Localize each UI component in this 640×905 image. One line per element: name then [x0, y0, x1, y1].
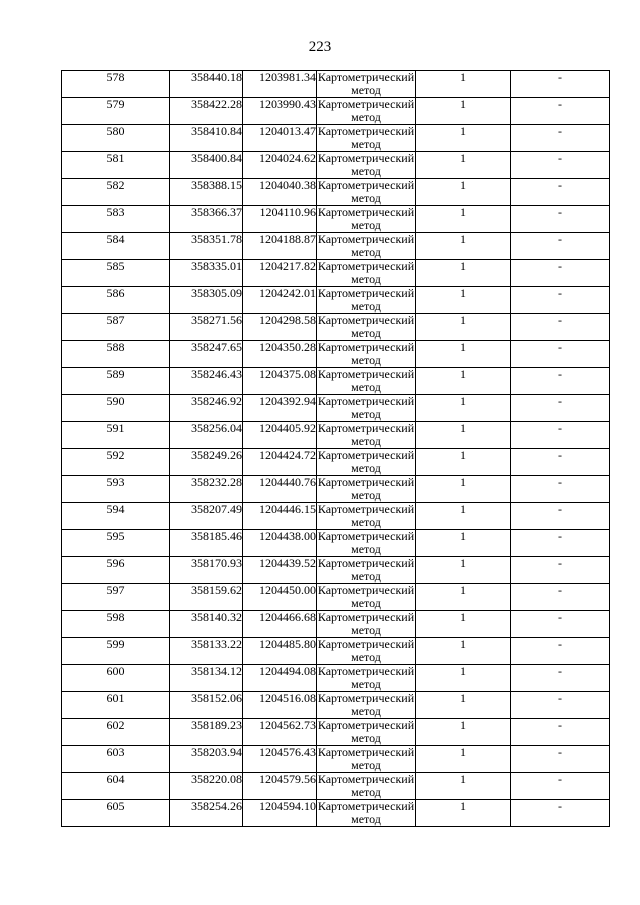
- y-coordinate-cell: 1204516.08: [243, 692, 317, 719]
- note-cell: -: [511, 287, 610, 314]
- method-cell: [317, 746, 416, 773]
- method-text: Картометрический метод: [317, 476, 415, 502]
- point-number-cell: 598: [62, 611, 170, 638]
- table-row: [62, 449, 610, 476]
- x-coordinate-cell: 358440.18: [170, 71, 243, 98]
- table-row: [62, 287, 610, 314]
- table-row: [62, 665, 610, 692]
- note-cell: -: [511, 530, 610, 557]
- method-text: Картометрический метод: [317, 260, 415, 286]
- accuracy-cell: 1: [416, 260, 511, 287]
- point-number-cell: 599: [62, 638, 170, 665]
- table-row: [62, 773, 610, 800]
- point-number-cell: 590: [62, 395, 170, 422]
- accuracy-cell: 1: [416, 611, 511, 638]
- point-number-cell: 585: [62, 260, 170, 287]
- accuracy-cell: 1: [416, 638, 511, 665]
- y-coordinate-cell: 1204439.52: [243, 557, 317, 584]
- accuracy-cell: 1: [416, 476, 511, 503]
- method-text: Картометрический метод: [317, 368, 415, 394]
- x-coordinate-cell: 358232.28: [170, 476, 243, 503]
- method-text: Картометрический метод: [317, 773, 415, 799]
- table-row: [62, 692, 610, 719]
- x-coordinate-cell: 358220.08: [170, 773, 243, 800]
- method-text: Картометрический метод: [317, 800, 415, 826]
- y-coordinate-cell: 1204217.82: [243, 260, 317, 287]
- table-row: [62, 638, 610, 665]
- coordinates-table-body: [62, 71, 610, 827]
- note-cell: -: [511, 638, 610, 665]
- point-number-cell: 589: [62, 368, 170, 395]
- method-cell: [317, 503, 416, 530]
- note-cell: -: [511, 665, 610, 692]
- note-cell: -: [511, 179, 610, 206]
- coordinates-table: [61, 70, 610, 827]
- method-text: Картометрический метод: [317, 314, 415, 340]
- x-coordinate-cell: 358388.15: [170, 179, 243, 206]
- accuracy-cell: 1: [416, 125, 511, 152]
- y-coordinate-cell: 1204392.94: [243, 395, 317, 422]
- note-cell: -: [511, 584, 610, 611]
- accuracy-cell: 1: [416, 179, 511, 206]
- point-number-cell: 601: [62, 692, 170, 719]
- table-row: [62, 584, 610, 611]
- method-cell: [317, 260, 416, 287]
- method-cell: [317, 233, 416, 260]
- accuracy-cell: 1: [416, 395, 511, 422]
- point-number-cell: 604: [62, 773, 170, 800]
- point-number-cell: 591: [62, 422, 170, 449]
- method-text: Картометрический метод: [317, 503, 415, 529]
- accuracy-cell: 1: [416, 719, 511, 746]
- point-number-cell: 580: [62, 125, 170, 152]
- method-text: Картометрический метод: [317, 449, 415, 475]
- accuracy-cell: 1: [416, 314, 511, 341]
- method-cell: [317, 125, 416, 152]
- accuracy-cell: 1: [416, 206, 511, 233]
- table-row: [62, 71, 610, 98]
- accuracy-cell: 1: [416, 233, 511, 260]
- accuracy-cell: 1: [416, 98, 511, 125]
- y-coordinate-cell: 1204450.00: [243, 584, 317, 611]
- method-text: Картометрический метод: [317, 125, 415, 151]
- x-coordinate-cell: 358189.23: [170, 719, 243, 746]
- note-cell: -: [511, 125, 610, 152]
- x-coordinate-cell: 358410.84: [170, 125, 243, 152]
- x-coordinate-cell: 358335.01: [170, 260, 243, 287]
- x-coordinate-cell: 358249.26: [170, 449, 243, 476]
- method-text: Картометрический метод: [317, 584, 415, 610]
- note-cell: -: [511, 395, 610, 422]
- method-cell: [317, 98, 416, 125]
- y-coordinate-cell: 1204298.58: [243, 314, 317, 341]
- method-cell: [317, 368, 416, 395]
- table-row: [62, 800, 610, 827]
- x-coordinate-cell: 358366.37: [170, 206, 243, 233]
- point-number-cell: 579: [62, 98, 170, 125]
- y-coordinate-cell: 1203981.34: [243, 71, 317, 98]
- y-coordinate-cell: 1204375.08: [243, 368, 317, 395]
- x-coordinate-cell: 358246.92: [170, 395, 243, 422]
- y-coordinate-cell: 1204440.76: [243, 476, 317, 503]
- method-cell: [317, 773, 416, 800]
- point-number-cell: 597: [62, 584, 170, 611]
- table-row: [62, 422, 610, 449]
- point-number-cell: 586: [62, 287, 170, 314]
- table-row: [62, 314, 610, 341]
- method-text: Картометрический метод: [317, 746, 415, 772]
- note-cell: -: [511, 368, 610, 395]
- page-number: 223: [308, 39, 332, 55]
- y-coordinate-cell: 1204405.92: [243, 422, 317, 449]
- method-cell: [317, 179, 416, 206]
- point-number-cell: 600: [62, 665, 170, 692]
- method-cell: [317, 341, 416, 368]
- point-number-cell: 596: [62, 557, 170, 584]
- point-number-cell: 588: [62, 341, 170, 368]
- method-text: Картометрический метод: [317, 395, 415, 421]
- y-coordinate-cell: 1204424.72: [243, 449, 317, 476]
- note-cell: -: [511, 206, 610, 233]
- method-text: Картометрический метод: [317, 719, 415, 745]
- accuracy-cell: 1: [416, 584, 511, 611]
- method-cell: [317, 287, 416, 314]
- table-row: [62, 611, 610, 638]
- y-coordinate-cell: 1204242.01: [243, 287, 317, 314]
- note-cell: -: [511, 98, 610, 125]
- method-cell: [317, 206, 416, 233]
- method-text: Картометрический метод: [317, 341, 415, 367]
- x-coordinate-cell: 358305.09: [170, 287, 243, 314]
- point-number-cell: 603: [62, 746, 170, 773]
- accuracy-cell: 1: [416, 422, 511, 449]
- method-cell: [317, 692, 416, 719]
- method-text: Картометрический метод: [317, 557, 415, 583]
- note-cell: -: [511, 71, 610, 98]
- method-text: Картометрический метод: [317, 422, 415, 448]
- y-coordinate-cell: 1204485.80: [243, 638, 317, 665]
- method-cell: [317, 557, 416, 584]
- x-coordinate-cell: 358271.56: [170, 314, 243, 341]
- note-cell: -: [511, 611, 610, 638]
- method-text: Картометрический метод: [317, 71, 415, 97]
- y-coordinate-cell: 1204562.73: [243, 719, 317, 746]
- method-cell: [317, 422, 416, 449]
- method-text: Картометрический метод: [317, 530, 415, 556]
- note-cell: -: [511, 341, 610, 368]
- point-number-cell: 587: [62, 314, 170, 341]
- method-cell: [317, 395, 416, 422]
- table-row: [62, 530, 610, 557]
- point-number-cell: 595: [62, 530, 170, 557]
- accuracy-cell: 1: [416, 152, 511, 179]
- method-cell: [317, 719, 416, 746]
- note-cell: -: [511, 692, 610, 719]
- table-row: [62, 260, 610, 287]
- y-coordinate-cell: 1203990.43: [243, 98, 317, 125]
- note-cell: -: [511, 746, 610, 773]
- accuracy-cell: 1: [416, 503, 511, 530]
- x-coordinate-cell: 358207.49: [170, 503, 243, 530]
- y-coordinate-cell: 1204594.10: [243, 800, 317, 827]
- accuracy-cell: 1: [416, 341, 511, 368]
- x-coordinate-cell: 358351.78: [170, 233, 243, 260]
- method-text: Картометрический метод: [317, 152, 415, 178]
- method-text: Картометрический метод: [317, 611, 415, 637]
- method-cell: [317, 638, 416, 665]
- x-coordinate-cell: 358247.65: [170, 341, 243, 368]
- point-number-cell: 578: [62, 71, 170, 98]
- accuracy-cell: 1: [416, 449, 511, 476]
- method-text: Картометрический метод: [317, 638, 415, 664]
- point-number-cell: 582: [62, 179, 170, 206]
- x-coordinate-cell: 358400.84: [170, 152, 243, 179]
- x-coordinate-cell: 358134.12: [170, 665, 243, 692]
- accuracy-cell: 1: [416, 368, 511, 395]
- table-row: [62, 368, 610, 395]
- method-cell: [317, 800, 416, 827]
- x-coordinate-cell: 358246.43: [170, 368, 243, 395]
- y-coordinate-cell: 1204579.56: [243, 773, 317, 800]
- accuracy-cell: 1: [416, 665, 511, 692]
- method-text: Картометрический метод: [317, 665, 415, 691]
- table-row: [62, 233, 610, 260]
- note-cell: -: [511, 557, 610, 584]
- x-coordinate-cell: 358133.22: [170, 638, 243, 665]
- table-row: [62, 557, 610, 584]
- y-coordinate-cell: 1204040.38: [243, 179, 317, 206]
- point-number-cell: 594: [62, 503, 170, 530]
- table-row: [62, 395, 610, 422]
- method-cell: [317, 314, 416, 341]
- accuracy-cell: 1: [416, 692, 511, 719]
- note-cell: -: [511, 152, 610, 179]
- x-coordinate-cell: 358203.94: [170, 746, 243, 773]
- y-coordinate-cell: 1204466.68: [243, 611, 317, 638]
- x-coordinate-cell: 358170.93: [170, 557, 243, 584]
- x-coordinate-cell: 358159.62: [170, 584, 243, 611]
- accuracy-cell: 1: [416, 800, 511, 827]
- table-row: [62, 98, 610, 125]
- table-row: [62, 719, 610, 746]
- method-cell: [317, 476, 416, 503]
- note-cell: -: [511, 233, 610, 260]
- method-cell: [317, 71, 416, 98]
- point-number-cell: 584: [62, 233, 170, 260]
- x-coordinate-cell: 358254.26: [170, 800, 243, 827]
- accuracy-cell: 1: [416, 530, 511, 557]
- note-cell: -: [511, 449, 610, 476]
- note-cell: -: [511, 260, 610, 287]
- table-row: [62, 179, 610, 206]
- y-coordinate-cell: 1204576.43: [243, 746, 317, 773]
- point-number-cell: 593: [62, 476, 170, 503]
- method-cell: [317, 449, 416, 476]
- y-coordinate-cell: 1204110.96: [243, 206, 317, 233]
- note-cell: -: [511, 422, 610, 449]
- y-coordinate-cell: 1204494.08: [243, 665, 317, 692]
- table-row: [62, 125, 610, 152]
- note-cell: -: [511, 719, 610, 746]
- note-cell: -: [511, 476, 610, 503]
- x-coordinate-cell: 358422.28: [170, 98, 243, 125]
- note-cell: -: [511, 773, 610, 800]
- table-row: [62, 746, 610, 773]
- accuracy-cell: 1: [416, 773, 511, 800]
- method-text: Картометрический метод: [317, 179, 415, 205]
- method-text: Картометрический метод: [317, 233, 415, 259]
- point-number-cell: 592: [62, 449, 170, 476]
- point-number-cell: 583: [62, 206, 170, 233]
- point-number-cell: 605: [62, 800, 170, 827]
- method-cell: [317, 611, 416, 638]
- y-coordinate-cell: 1204013.47: [243, 125, 317, 152]
- y-coordinate-cell: 1204188.87: [243, 233, 317, 260]
- y-coordinate-cell: 1204446.15: [243, 503, 317, 530]
- method-cell: [317, 152, 416, 179]
- table-row: [62, 503, 610, 530]
- y-coordinate-cell: 1204024.62: [243, 152, 317, 179]
- note-cell: -: [511, 503, 610, 530]
- table-row: [62, 152, 610, 179]
- method-text: Картометрический метод: [317, 692, 415, 718]
- table-row: [62, 341, 610, 368]
- table-row: [62, 206, 610, 233]
- y-coordinate-cell: 1204438.00: [243, 530, 317, 557]
- method-cell: [317, 530, 416, 557]
- method-cell: [317, 665, 416, 692]
- y-coordinate-cell: 1204350.28: [243, 341, 317, 368]
- method-text: Картометрический метод: [317, 206, 415, 232]
- method-cell: [317, 584, 416, 611]
- table-row: [62, 476, 610, 503]
- x-coordinate-cell: 358256.04: [170, 422, 243, 449]
- accuracy-cell: 1: [416, 746, 511, 773]
- accuracy-cell: 1: [416, 71, 511, 98]
- accuracy-cell: 1: [416, 287, 511, 314]
- note-cell: -: [511, 314, 610, 341]
- point-number-cell: 602: [62, 719, 170, 746]
- point-number-cell: 581: [62, 152, 170, 179]
- x-coordinate-cell: 358152.06: [170, 692, 243, 719]
- note-cell: -: [511, 800, 610, 827]
- x-coordinate-cell: 358185.46: [170, 530, 243, 557]
- method-text: Картометрический метод: [317, 98, 415, 124]
- accuracy-cell: 1: [416, 557, 511, 584]
- method-text: Картометрический метод: [317, 287, 415, 313]
- x-coordinate-cell: 358140.32: [170, 611, 243, 638]
